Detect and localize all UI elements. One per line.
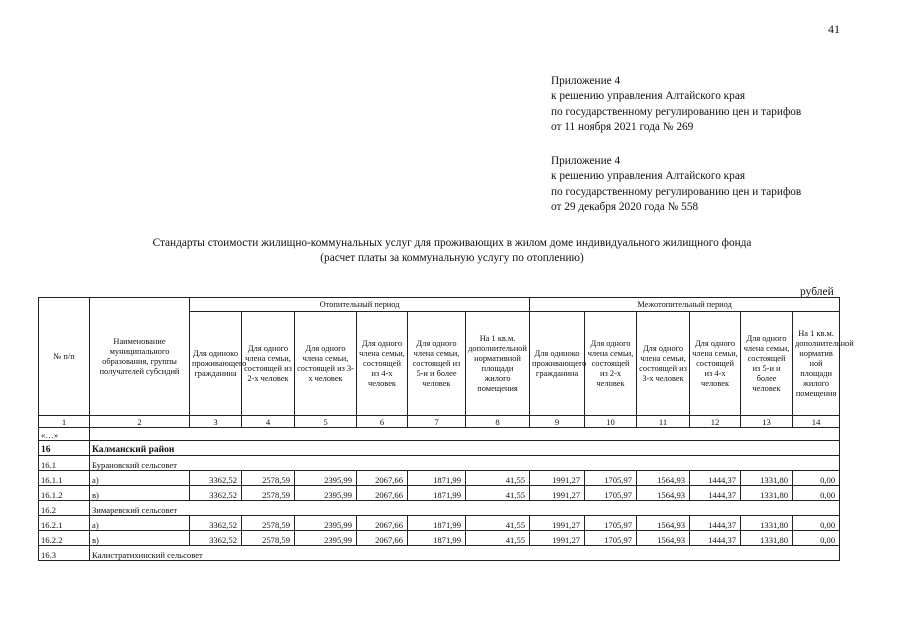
value-cell: 2578,59: [242, 531, 295, 546]
value-cell: 1444,37: [690, 486, 741, 501]
header-non-heating-col: На 1 кв.м. дополнительной норматив ной площади жилого помещения: [793, 312, 840, 416]
row-group: а): [90, 516, 190, 531]
value-cell: 3362,52: [190, 516, 242, 531]
row-number: 16: [39, 441, 90, 456]
appendix-line: от 29 декабря 2020 года № 558: [551, 200, 699, 213]
section-row: [39, 546, 840, 561]
header-municipality: Наименование муниципального образования, группы получателей субсидий: [90, 298, 190, 416]
value-cell: 1331,80: [741, 531, 793, 546]
value-cell: 1331,80: [741, 516, 793, 531]
document-title: [0, 236, 904, 266]
header-non-heating-col: Для одного члена семьи, состоящей из 4-х человек: [690, 312, 741, 416]
column-number: 12: [690, 416, 741, 428]
value-cell: 1991,27: [530, 471, 585, 486]
row-number: 16.2.1: [39, 516, 90, 531]
row-number: 16.1: [39, 456, 90, 471]
appendix-header-current: [551, 74, 801, 135]
appendix-line: по государственному регулированию цен и тарифов: [551, 185, 802, 198]
appendix-line: от 11 ноября 2021 года № 269: [551, 120, 694, 133]
appendix-line: Приложение 4: [551, 75, 621, 87]
value-cell: 1705,97: [585, 516, 637, 531]
row-number: 16.2: [39, 501, 90, 516]
column-number: 11: [637, 416, 690, 428]
currency-unit: рублей: [800, 286, 834, 298]
value-cell: 2395,99: [295, 486, 357, 501]
value-cell: 2067,66: [357, 486, 408, 501]
value-cell: 1331,80: [741, 471, 793, 486]
value-cell: 1991,27: [530, 516, 585, 531]
value-cell: 2395,99: [295, 531, 357, 546]
ellipsis-cell: «…»: [39, 428, 90, 441]
section-row: [39, 501, 840, 516]
appendix-header-previous: [551, 154, 801, 215]
column-number: 7: [408, 416, 466, 428]
column-number: 9: [530, 416, 585, 428]
column-number: 6: [357, 416, 408, 428]
row-group: а): [90, 471, 190, 486]
section-row: [39, 456, 840, 471]
district-name: Калманский район: [90, 441, 840, 456]
column-number: 5: [295, 416, 357, 428]
row-number: 16.1.1: [39, 471, 90, 486]
column-number: 10: [585, 416, 637, 428]
value-cell: 1564,93: [637, 516, 690, 531]
value-cell: 3362,52: [190, 471, 242, 486]
value-cell: 0,00: [793, 486, 840, 501]
row-number: 16.2.2: [39, 531, 90, 546]
value-cell: 2578,59: [242, 486, 295, 501]
appendix-line: Приложение 4: [551, 155, 621, 167]
value-cell: 0,00: [793, 516, 840, 531]
value-cell: 1871,99: [408, 486, 466, 501]
appendix-line: к решению управления Алтайского края: [551, 170, 746, 183]
value-cell: 1564,93: [637, 471, 690, 486]
value-cell: 1871,99: [408, 516, 466, 531]
value-cell: 2395,99: [295, 516, 357, 531]
value-cell: 1871,99: [408, 531, 466, 546]
column-number: 4: [242, 416, 295, 428]
value-cell: 2395,99: [295, 471, 357, 486]
column-number: 3: [190, 416, 242, 428]
value-cell: 1705,97: [585, 486, 637, 501]
row-number: 16.3: [39, 546, 90, 561]
header-heating-period: Отопительный период: [190, 298, 530, 312]
header-heating-col: Для одного члена семьи, состоящей из 3-х человек: [295, 312, 357, 416]
settlement-name: Бурановский сельсовет: [90, 456, 840, 471]
value-cell: 2067,66: [357, 471, 408, 486]
header-non-heating-col: Для одного члена семьи, состоящей из 2-х человек: [585, 312, 637, 416]
row-group: в): [90, 531, 190, 546]
value-cell: 1564,93: [637, 486, 690, 501]
value-cell: 1871,99: [408, 471, 466, 486]
header-non-heating-col: Для одиноко проживающего гражданина: [530, 312, 585, 416]
district-row: [39, 441, 840, 456]
value-cell: 2067,66: [357, 531, 408, 546]
table-row: [39, 531, 840, 546]
value-cell: 1444,37: [690, 531, 741, 546]
header-heating-col: Для одного члена семьи, состоящей из 2-х человек: [242, 312, 295, 416]
title-subline: (расчет платы за коммунальную услугу по отоплению): [320, 252, 584, 264]
appendix-line: по государственному регулированию цен и тарифов: [551, 105, 802, 118]
value-cell: 1991,27: [530, 486, 585, 501]
table-row: [39, 486, 840, 501]
value-cell: 2578,59: [242, 516, 295, 531]
header-non-heating-period: Межотопительный период: [530, 298, 840, 312]
value-cell: 1705,97: [585, 531, 637, 546]
value-cell: 1444,37: [690, 471, 741, 486]
empty-cell: [90, 428, 840, 441]
value-cell: 1705,97: [585, 471, 637, 486]
row-group: в): [90, 486, 190, 501]
ellipsis-row: [39, 428, 840, 441]
column-number: 2: [90, 416, 190, 428]
value-cell: 0,00: [793, 531, 840, 546]
table-row: [39, 471, 840, 486]
column-number: 14: [793, 416, 840, 428]
table-row: [39, 516, 840, 531]
header-non-heating-col: Для одного члена семьи, состоящей из 5-и и более человек: [741, 312, 793, 416]
page-number: 41: [828, 22, 840, 36]
value-cell: 0,00: [793, 471, 840, 486]
header-number: № п/п: [39, 298, 90, 416]
header-heating-col: Для одного члена семьи, состоящей из 4-х человек: [357, 312, 408, 416]
tariff-table: [38, 297, 854, 561]
column-number: 13: [741, 416, 793, 428]
value-cell: 3362,52: [190, 486, 242, 501]
header-non-heating-col: Для одного члена семьи, состоящей из 3-х человек: [637, 312, 690, 416]
value-cell: 1444,37: [690, 516, 741, 531]
title-line: Стандарты стоимости жилищно-коммунальных услуг для проживающих в жилом доме индивидуального жилищного фонда: [152, 237, 752, 249]
settlement-name: Зимаревский сельсовет: [90, 501, 840, 516]
header-heating-col: Для одиноко проживающего гражданина: [190, 312, 242, 416]
row-number: 16.1.2: [39, 486, 90, 501]
value-cell: 41,55: [466, 516, 530, 531]
appendix-line: к решению управления Алтайского края: [551, 90, 746, 103]
column-number: 1: [39, 416, 90, 428]
value-cell: 41,55: [466, 486, 530, 501]
value-cell: 2067,66: [357, 516, 408, 531]
header-heating-col: На 1 кв.м. дополнительной нормативной площади жилого помещения: [466, 312, 530, 416]
value-cell: 2578,59: [242, 471, 295, 486]
value-cell: 41,55: [466, 471, 530, 486]
value-cell: 1991,27: [530, 531, 585, 546]
value-cell: 41,55: [466, 531, 530, 546]
settlement-name: Калистратихинский сельсовет: [90, 546, 840, 561]
column-number: 8: [466, 416, 530, 428]
value-cell: 1331,80: [741, 486, 793, 501]
value-cell: 3362,52: [190, 531, 242, 546]
header-heating-col: Для одного члена семьи, состоящей из 5-и и более человек: [408, 312, 466, 416]
value-cell: 1564,93: [637, 531, 690, 546]
